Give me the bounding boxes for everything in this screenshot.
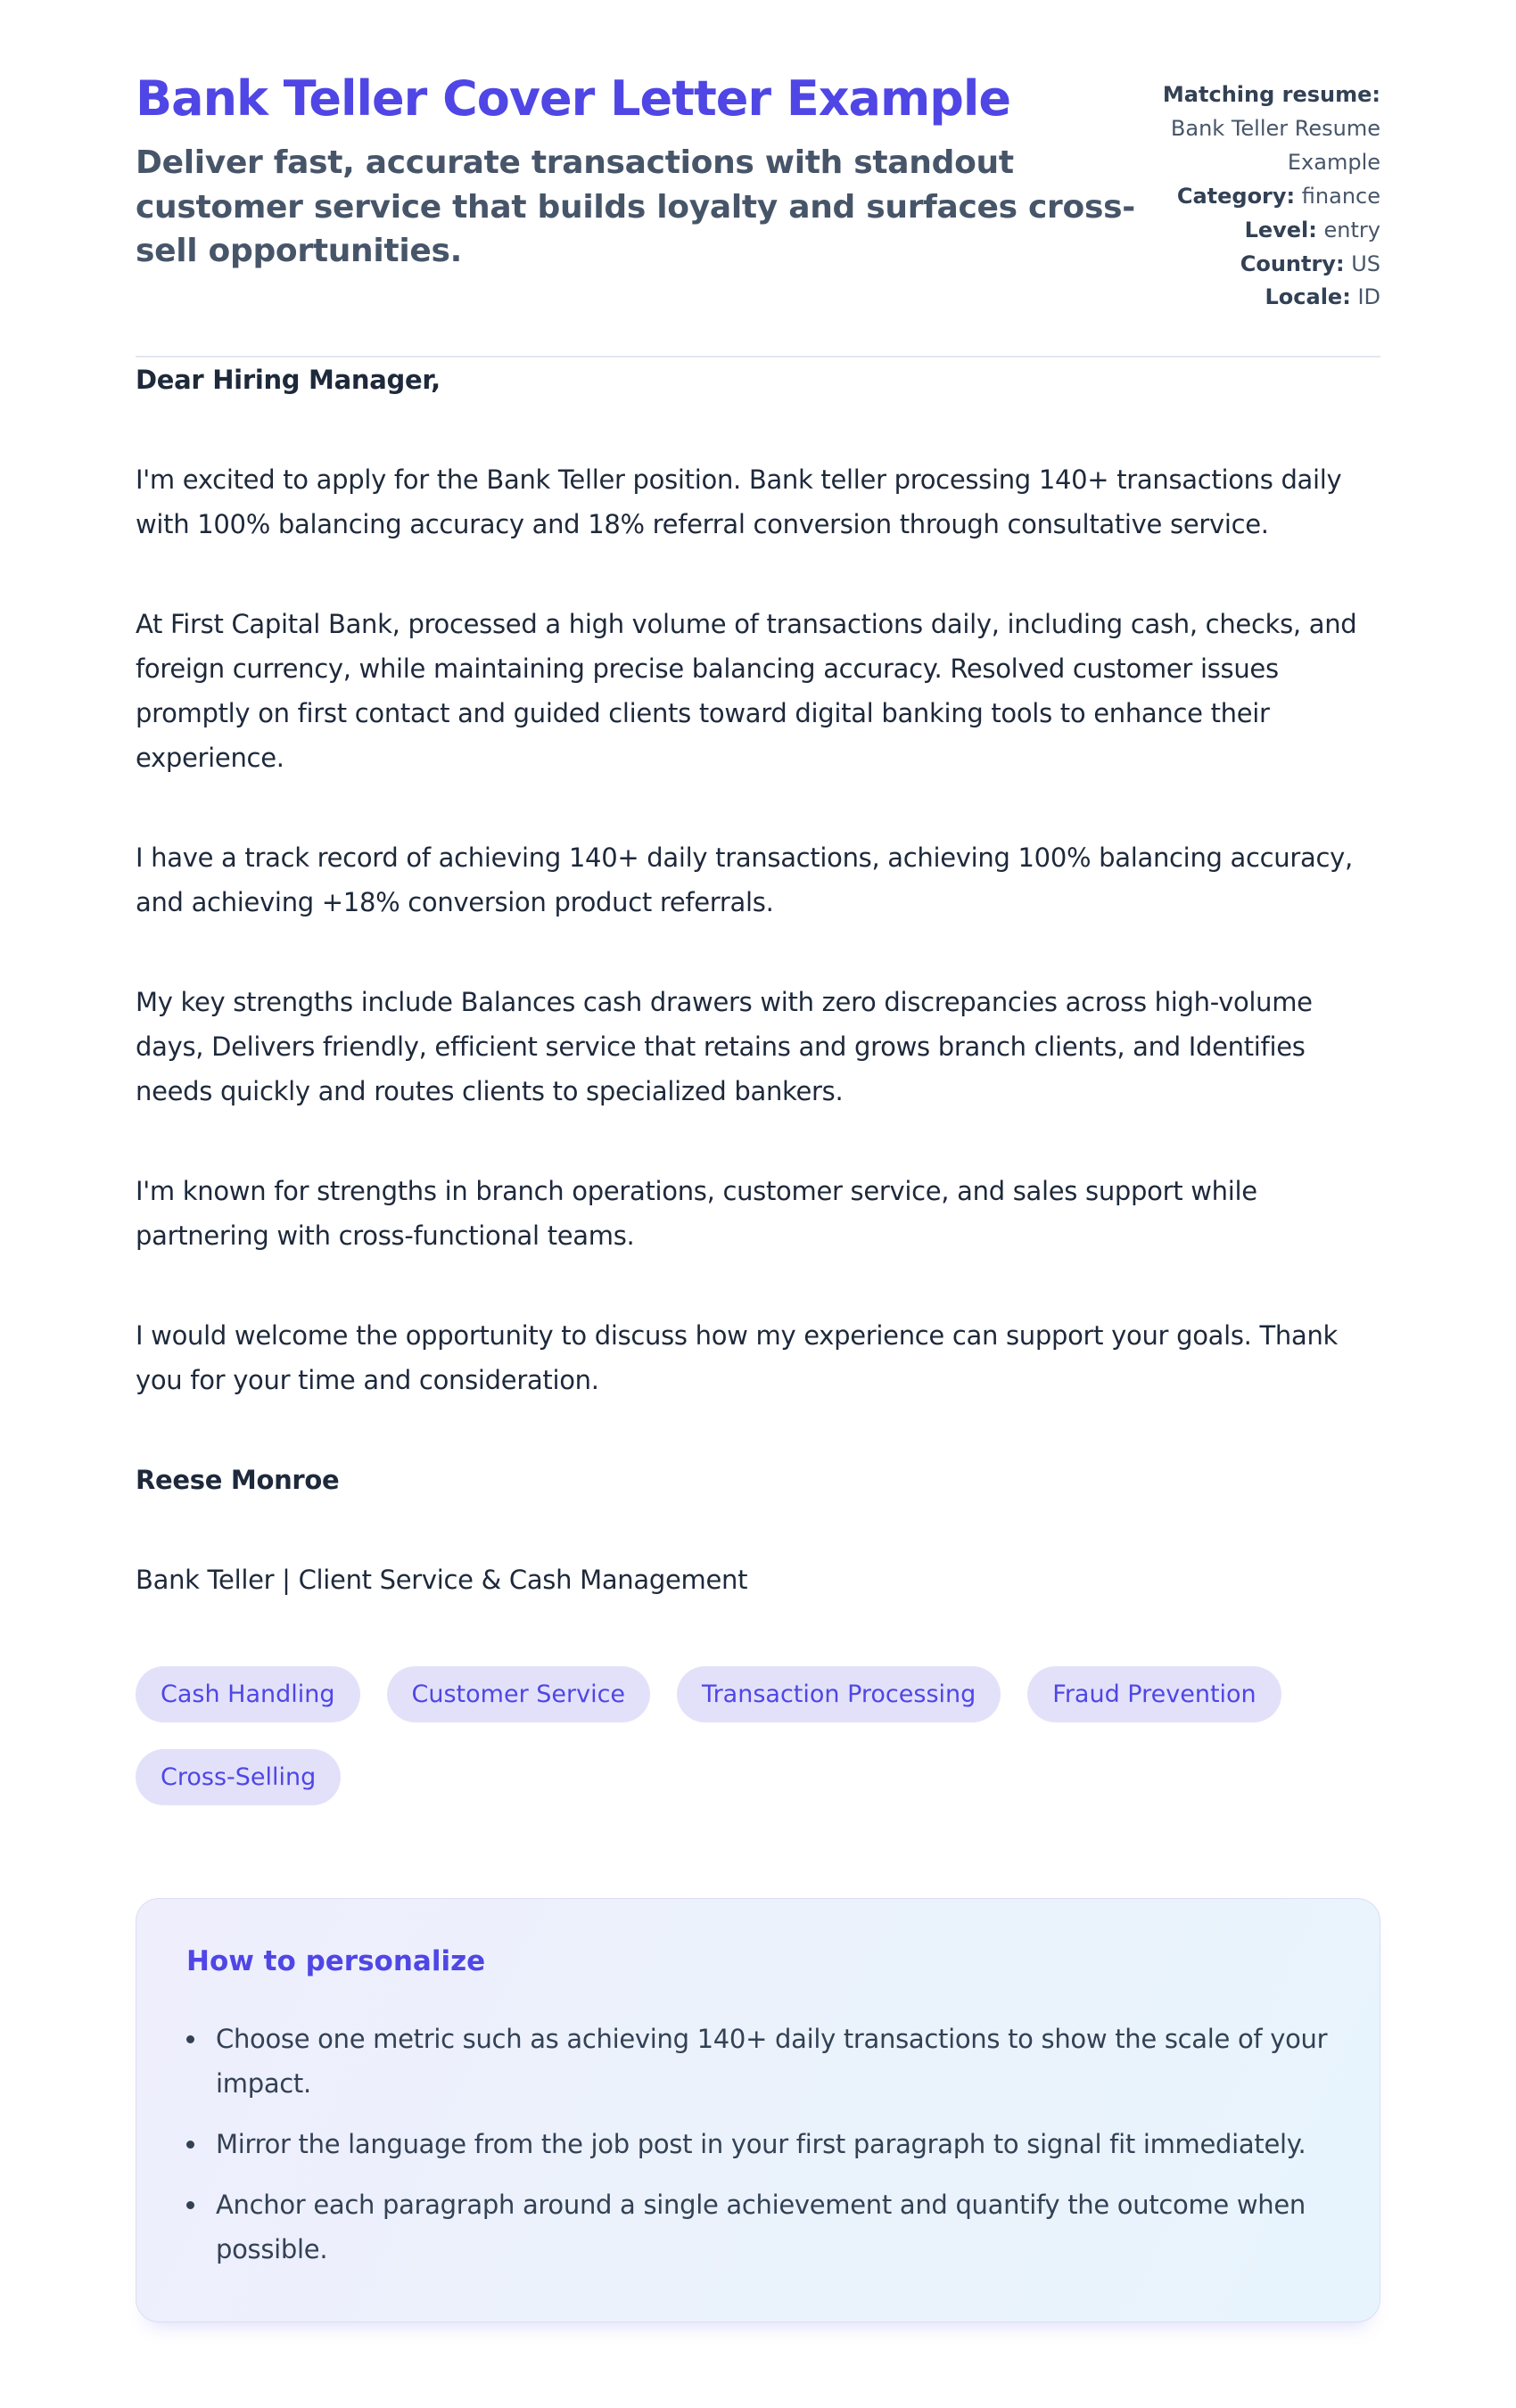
bullet-icon bbox=[186, 2035, 194, 2043]
meta-category-value: finance bbox=[1301, 183, 1380, 209]
header-title-block bbox=[136, 71, 1143, 274]
letter-paragraph: At First Capital Bank, processed a high volume of transactions daily, including cash, checks, and foreign currency, while maintaining precise balancing accuracy. Resolved customer issues promptly on first contact and guided clients toward digital banking tools to enhance their experience. bbox=[136, 609, 1357, 774]
bullet-icon bbox=[186, 2201, 194, 2209]
letter-paragraph: My key strengths include Balances cash drawers with zero discrepancies across high-volume days, Delivers friendly, efficient service that retains and grows branch clients, and Identifies needs quickly and routes clients to specialized bankers. bbox=[136, 987, 1313, 1107]
meta-locale-label: Locale: bbox=[1265, 284, 1351, 310]
skill-tag-cash-handling[interactable]: Cash Handling bbox=[136, 1666, 360, 1722]
letter-greeting: Dear Hiring Manager, bbox=[136, 365, 441, 396]
meta-locale bbox=[1150, 281, 1380, 315]
resume-meta-panel bbox=[1150, 71, 1380, 315]
tip-text: Anchor each paragraph around a single achievement and quantify the outcome when possible. bbox=[216, 2190, 1306, 2265]
page-header bbox=[136, 71, 1380, 315]
bullet-icon bbox=[186, 2141, 194, 2149]
meta-matching-resume-link[interactable]: Bank Teller Resume Example bbox=[1170, 115, 1380, 175]
tips-list bbox=[186, 2017, 1330, 2272]
meta-level bbox=[1150, 214, 1380, 248]
meta-locale-value: ID bbox=[1357, 284, 1380, 310]
letter-paragraph: I'm excited to apply for the Bank Teller position. Bank teller processing 140+ transactions daily with 100% balancing accuracy and 18% referral conversion through consultative service. bbox=[136, 464, 1342, 540]
page-subtitle: Deliver fast, accurate transactions with standout customer service that builds loyalty and surfaces cross-sell opportunities. bbox=[136, 144, 1135, 270]
cover-letter-body bbox=[136, 358, 1380, 1602]
skill-tag-fraud-prevention[interactable]: Fraud Prevention bbox=[1027, 1666, 1281, 1722]
letter-paragraph: I'm known for strengths in branch operations, customer service, and sales support while partnering with cross-functional teams. bbox=[136, 1176, 1257, 1252]
tips-heading: How to personalize bbox=[186, 1945, 486, 1978]
tip-text: Mirror the language from the job post in your first paragraph to signal fit immediately. bbox=[216, 2129, 1306, 2160]
meta-category-label: Category: bbox=[1176, 183, 1296, 209]
signature-block bbox=[136, 1458, 1380, 1602]
skill-tag-customer-service[interactable]: Customer Service bbox=[387, 1666, 651, 1722]
tips-item bbox=[186, 2182, 1330, 2272]
skill-tag-transaction-processing[interactable]: Transaction Processing bbox=[677, 1666, 1001, 1722]
signature-title: Bank Teller | Client Service & Cash Management bbox=[136, 1565, 748, 1596]
meta-level-value: entry bbox=[1323, 217, 1380, 242]
meta-level-label: Level: bbox=[1244, 217, 1317, 242]
meta-category bbox=[1150, 180, 1380, 214]
tips-item bbox=[186, 2017, 1330, 2106]
meta-country bbox=[1150, 248, 1380, 282]
tip-text: Choose one metric such as achieving 140+ daily transactions to show the scale of your impact. bbox=[216, 2024, 1328, 2100]
how-to-personalize-card bbox=[136, 1898, 1380, 2322]
signature-name: Reese Monroe bbox=[136, 1465, 340, 1496]
letter-paragraph: I would welcome the opportunity to discuss how my experience can support your goals. Thank you for your time and consideration. bbox=[136, 1320, 1339, 1396]
meta-country-label: Country: bbox=[1240, 251, 1345, 276]
meta-matching-resume-label: Matching resume: bbox=[1162, 82, 1380, 107]
letter-paragraph: I have a track record of achieving 140+ daily transactions, achieving 100% balancing accuracy, and achieving +18% conversion product referrals. bbox=[136, 842, 1353, 918]
skill-tag-cross-selling[interactable]: Cross-Selling bbox=[136, 1749, 341, 1805]
page-title: Bank Teller Cover Letter Example bbox=[136, 70, 1011, 127]
skill-tags-row bbox=[136, 1666, 1380, 1805]
meta-matching-resume bbox=[1150, 78, 1380, 180]
meta-country-value: US bbox=[1351, 251, 1380, 276]
tips-item bbox=[186, 2122, 1330, 2166]
